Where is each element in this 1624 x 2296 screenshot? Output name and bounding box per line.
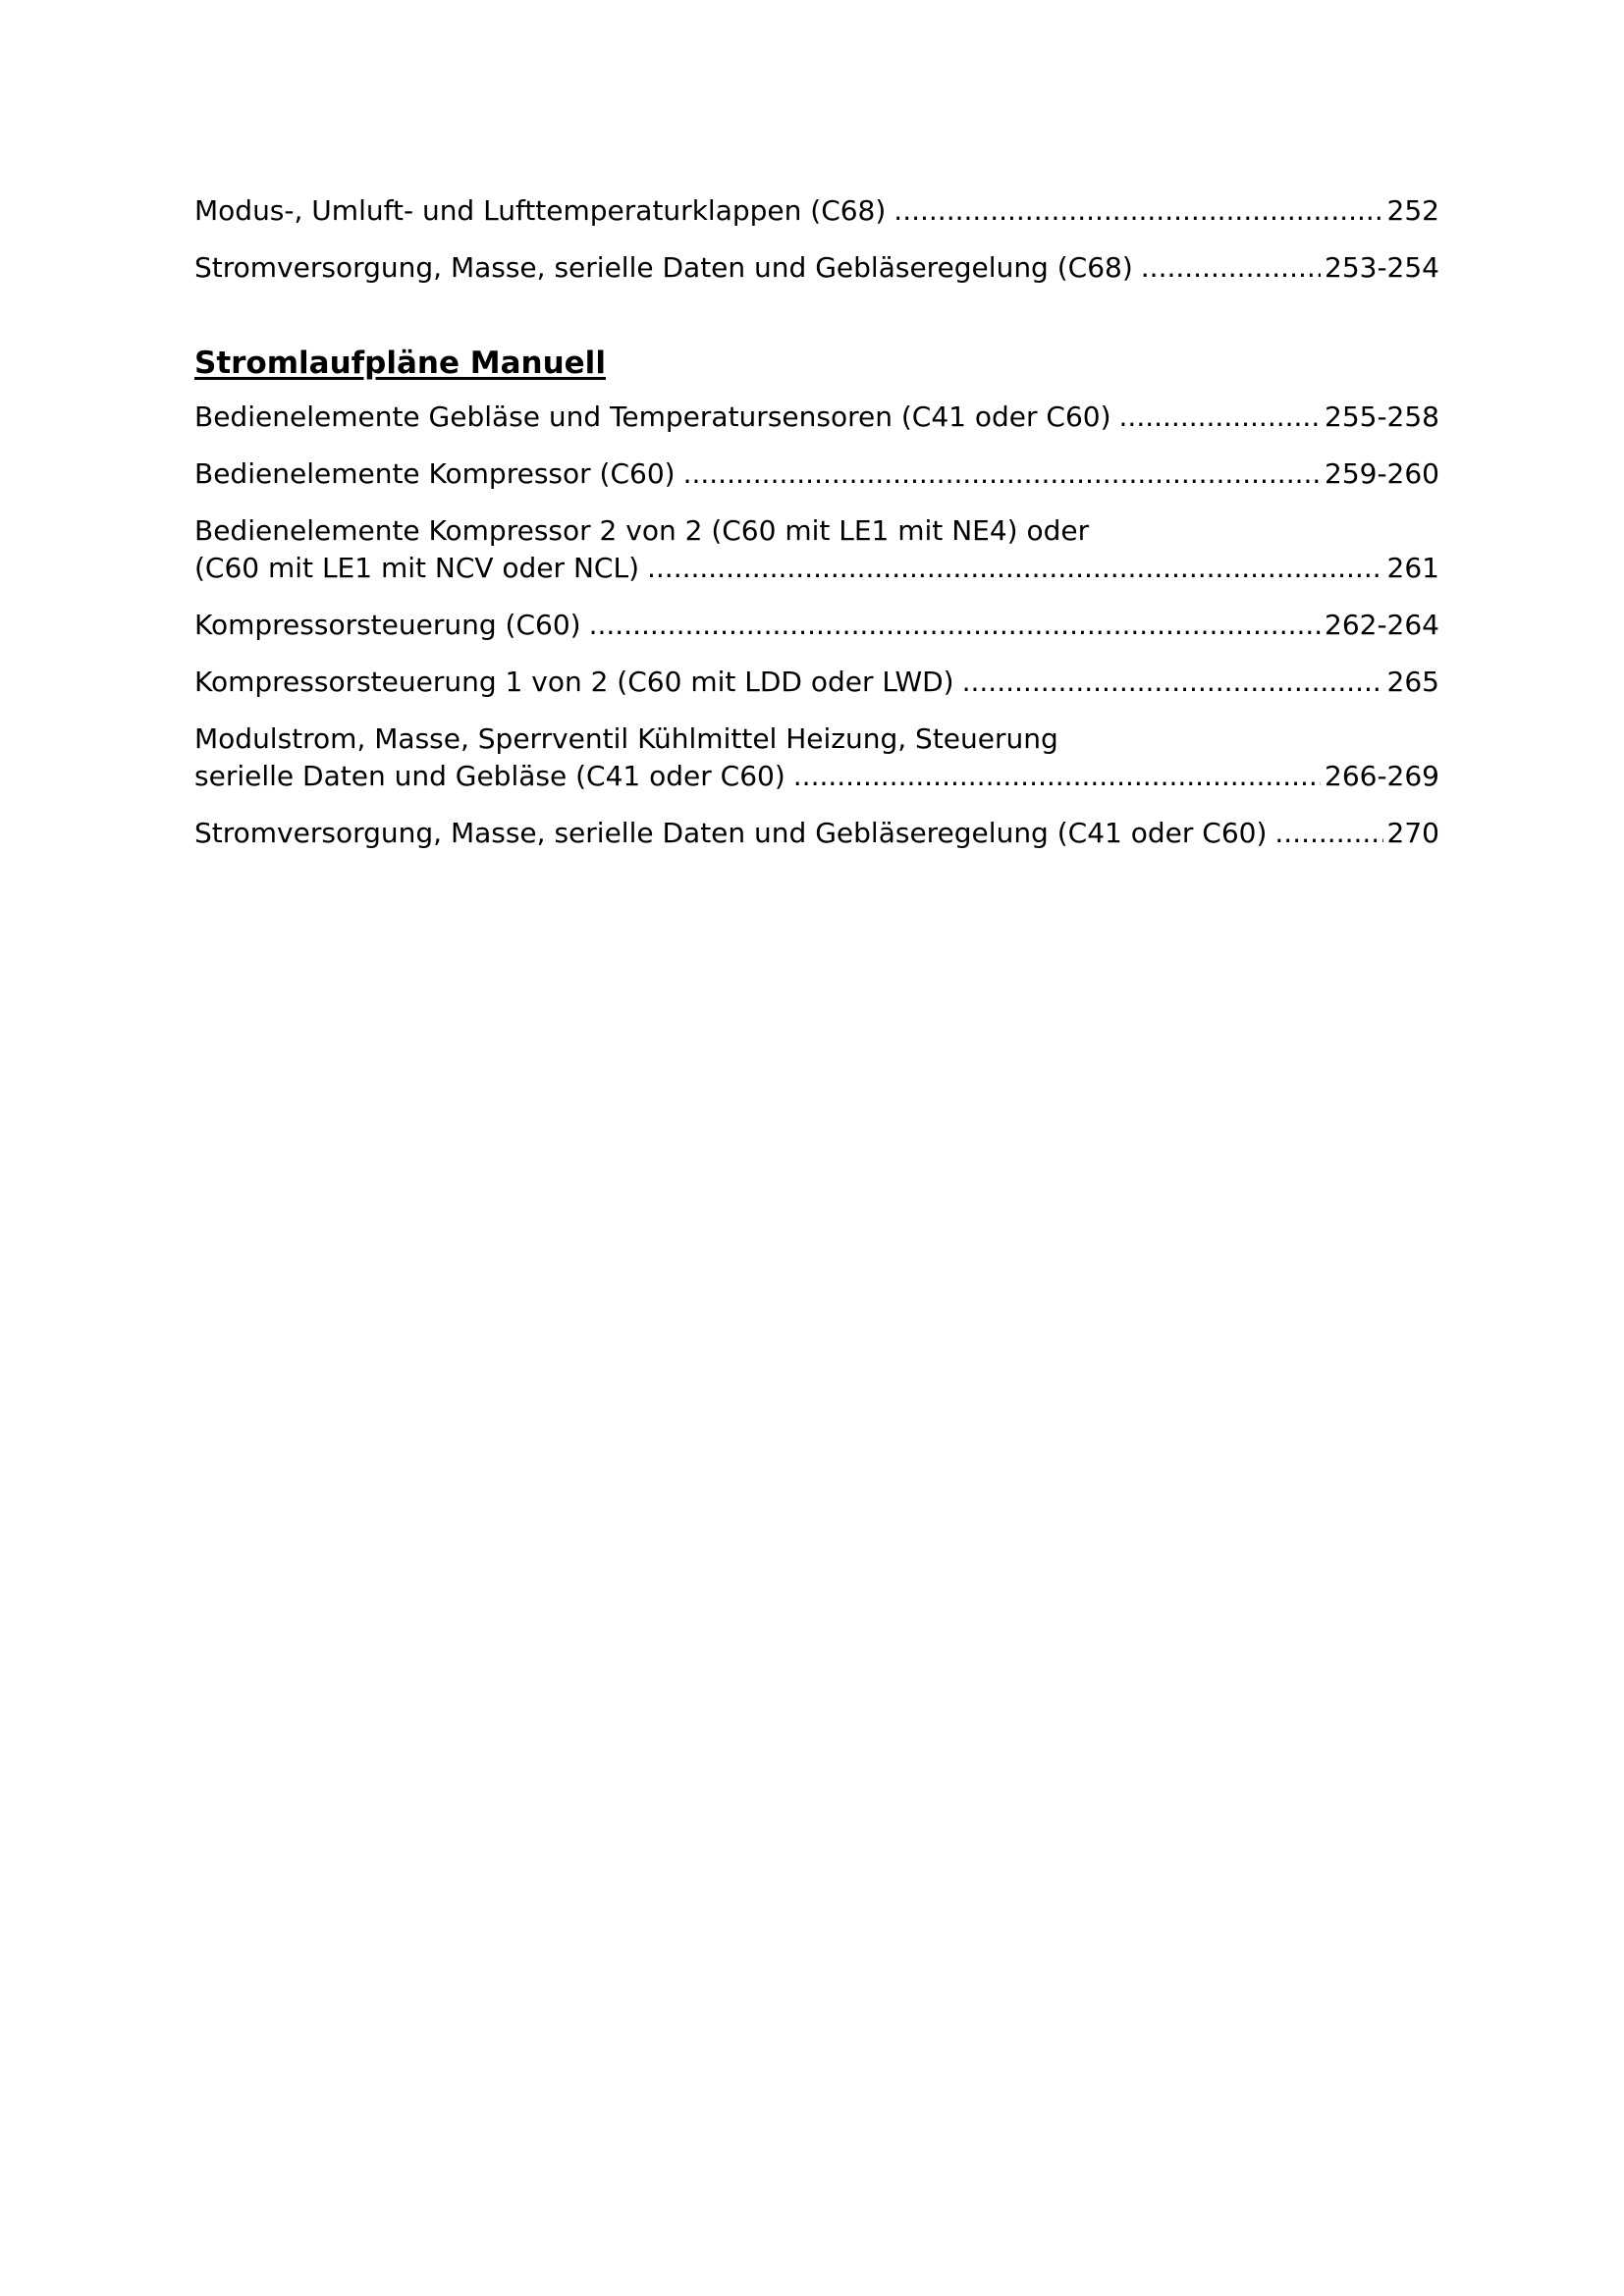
toc-entry-title-first-line: Modulstrom, Masse, Sperrventil Kühlmittel Heizung, Steuerung (194, 722, 1058, 755)
toc-entry[interactable] (194, 815, 1439, 852)
toc-entry-title: serielle Daten und Gebläse (C41 oder C60) (194, 760, 785, 792)
toc-entry-line (194, 455, 1439, 493)
toc-leader-dots (1119, 399, 1321, 436)
toc-entry[interactable] (194, 607, 1439, 644)
toc-entry[interactable] (194, 664, 1439, 701)
toc-entry-line (194, 815, 1439, 852)
toc-page-number: 270 (1386, 817, 1439, 849)
toc-entry-line (194, 192, 1439, 230)
toc-entry[interactable] (194, 249, 1439, 287)
section-heading: Stromlaufpläne Manuell (194, 346, 606, 381)
toc-entry-line (194, 550, 1439, 587)
toc-page-number: 266-269 (1325, 760, 1439, 792)
toc-page-number: 261 (1386, 552, 1439, 584)
toc-page-number: 259-260 (1325, 457, 1439, 490)
toc-leader-dots (893, 192, 1382, 230)
toc-entry-line (194, 607, 1439, 644)
toc-entry-title: Bedienelemente Kompressor (C60) (194, 457, 676, 490)
table-of-contents (194, 192, 1439, 872)
toc-entry[interactable] (194, 399, 1439, 436)
toc-page-number: 253-254 (1325, 251, 1439, 284)
toc-leader-dots (1274, 815, 1382, 852)
toc-entry-title: Modus-, Umluft- und Lufttemperaturklappen (C68) (194, 194, 887, 227)
toc-leader-dots (1141, 249, 1321, 287)
toc-entry-line (194, 399, 1439, 436)
toc-entry-line (194, 249, 1439, 287)
toc-leader-dots (647, 550, 1383, 587)
toc-entry-title: Kompressorsteuerung 1 von 2 (C60 mit LDD oder LWD) (194, 666, 954, 698)
toc-leader-dots (962, 664, 1383, 701)
toc-entry-title: Bedienelemente Gebläse und Temperatursensoren (C41 oder C60) (194, 400, 1111, 433)
toc-leader-dots (589, 607, 1321, 644)
toc-entry-title: (C60 mit LE1 mit NCV oder NCL) (194, 552, 639, 584)
toc-page-number: 262-264 (1325, 609, 1439, 641)
toc-entry[interactable] (194, 192, 1439, 230)
toc-entry-title: Stromversorgung, Masse, serielle Daten und Gebläseregelung (C68) (194, 251, 1133, 284)
toc-leader-dots (793, 758, 1321, 795)
toc-entry[interactable] (194, 455, 1439, 493)
toc-entry[interactable] (194, 512, 1439, 587)
toc-entry-line (194, 664, 1439, 701)
toc-entry-title: Stromversorgung, Masse, serielle Daten und Gebläseregelung (C41 oder C60) (194, 817, 1268, 849)
toc-page-number: 255-258 (1325, 400, 1439, 433)
toc-entry-line (194, 758, 1439, 795)
toc-leader-dots (683, 455, 1321, 493)
toc-page-number: 265 (1386, 666, 1439, 698)
toc-entry[interactable] (194, 721, 1439, 795)
toc-entry-title: Kompressorsteuerung (C60) (194, 609, 581, 641)
toc-entry-title-first-line: Bedienelemente Kompressor 2 von 2 (C60 mit LE1 mit NE4) oder (194, 514, 1090, 547)
toc-page-number: 252 (1386, 194, 1439, 227)
